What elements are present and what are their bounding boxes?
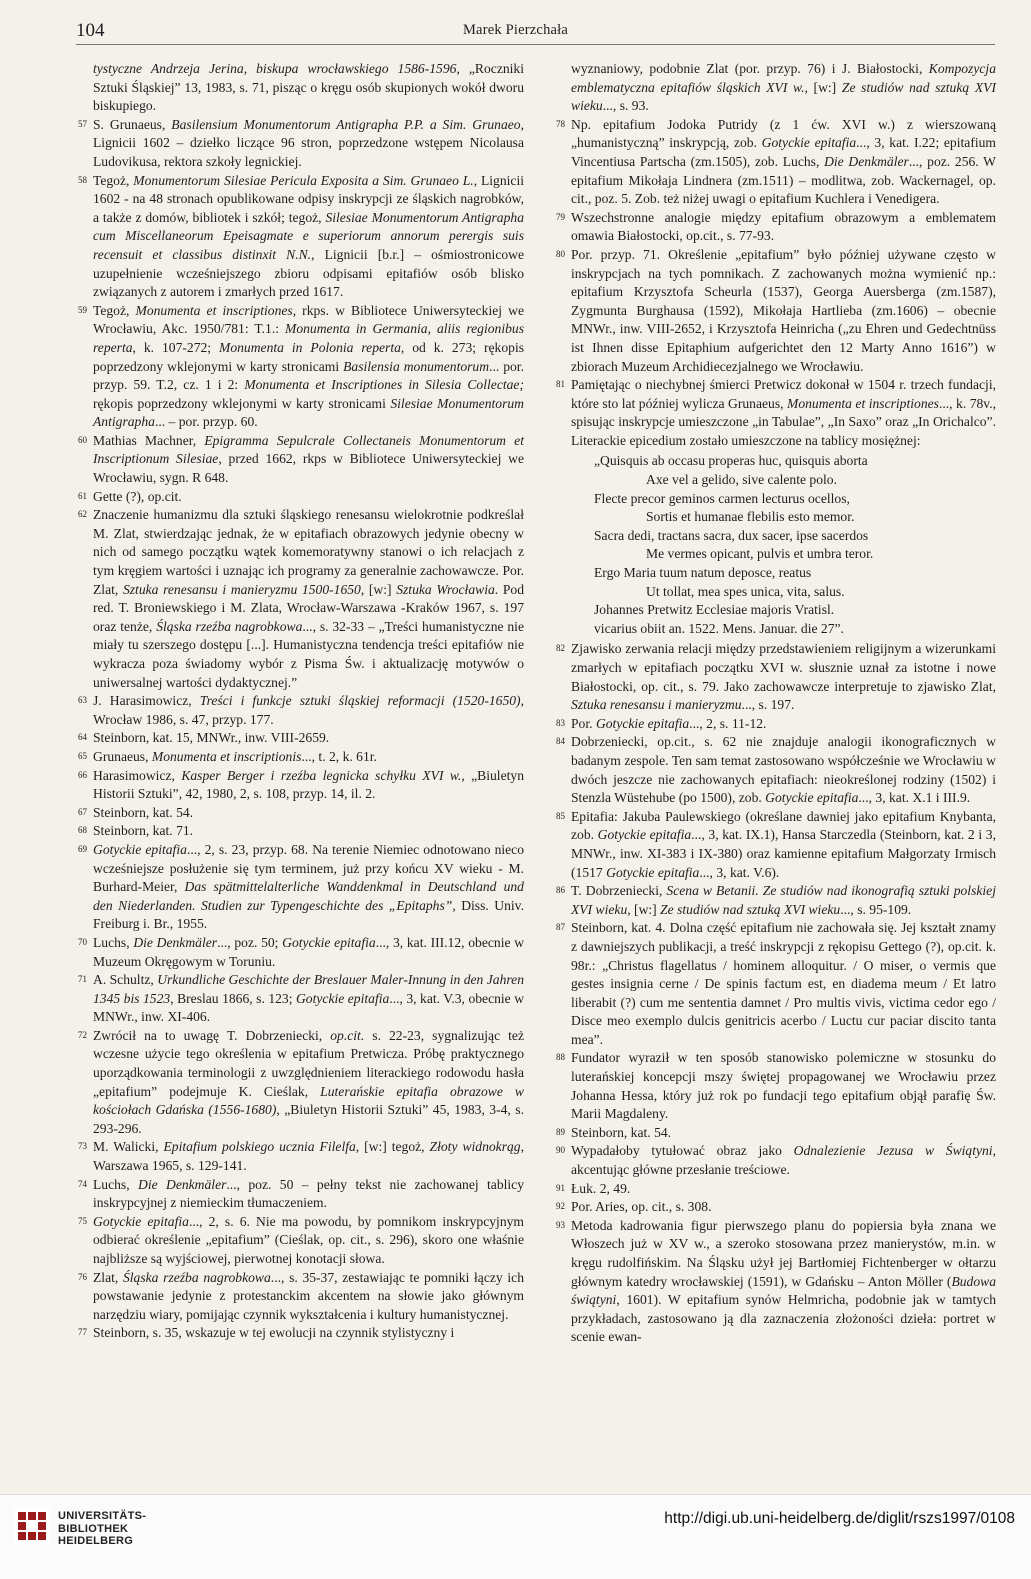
footnote-number: 92: [556, 1201, 565, 1212]
footnote-72: 72 Zwrócił na to uwagę T. Dobrzeniecki, op.cit. s. 22-23, sygnalizując też wczesne użycie tego określenia w epitafium Pretwicza. Próbę praktycznego uporządkowania terminologii z uwzględnieniem literackiego rodowodu hasła „epitafium” podejmuje K. Cieślak, Luterańskie epitafia obrazowe w kościołach Gdańska (1556-1680), „Biuletyn Historii Sztuki” 45, 1983, 3-4, s. 293-296.: [78, 1027, 524, 1136]
footnote-91: 91 Łuk. 2, 49.: [556, 1180, 631, 1196]
footnote-89: 89 Steinborn, kat. 54.: [556, 1124, 672, 1140]
footnote-number: 59: [78, 304, 87, 315]
footnote-74: 74 Luchs, Die Denkmäler..., poz. 50 – pełny tekst nie zachowanej tablicy inskrypcyjnej z niemieckim tłumaczeniem.: [78, 1176, 525, 1211]
latin-epicedium-poem: [594, 452, 996, 638]
footnote-80: 80 Por. przyp. 71. Określenie „epitafium” było później używane często w inskrypcjach na tych pomnikach. Z zachowanych można wymienić np.: epitafium Krzysztofa Scheurla (1537), Georga Auersberga (zm.1587), Zygmunta Burghausa (1592), Mikołaja Hartlieba (zm.1606) – obecnie MNWr., inw. VIII-2652, i Krzysztofa Heinricha („zu Ehren und Gedechtnüss ist Ihnen disse Epitaphium aufgerichtet den 12 Marty Anno 1616”) w zbiorach Muzeum Archidiecezjalnego we Wrocławiu.: [556, 246, 996, 374]
footnote-number: 71: [78, 974, 87, 985]
page-number: 104: [76, 20, 105, 41]
footnote-number: 73: [78, 1141, 87, 1152]
poem-line: Ut tollat, mea spes unica, vita, salus.: [646, 583, 845, 599]
footnote-79: 79 Wszechstronne analogie między epitafium obrazowym a emblematem omawia Białostocki, op.cit., s. 77-93.: [556, 209, 996, 244]
footnote-85: 85 Epitafia: Jakuba Paulewskiego (określane dawniej jako epitafium Knybanta, zob. Gotyckie epitafia..., 3, kat. IX.1), Hansa Starczedla (Steinborn, kat. 2 i 3, MNWr., inw. XI-383 i IX-380) oraz kamienne epitafium Małgorzaty Irmisch (1517 Gotyckie epitafia..., 3, kat. V.6).: [556, 808, 996, 880]
poem-line: Sortis et humanae flebilis esto memor.: [646, 509, 855, 525]
poem-line: Sacra dedi, tractans sacra, dux sacer, ipse sacerdos: [594, 527, 869, 543]
footnote-number: 79: [556, 211, 565, 222]
footnote-62: 62 Znaczenie humanizmu dla sztuki śląskiego renesansu wielokrotnie podkreślał M. Zlat, stwierdzając jednak, że w epitafiach obrazowych jedynie obecny w nich od samego początku wątek komemoratywny stanowi o ich relacjach z tym kręgiem wartości i uznając ich programy za generalnie zachowawcze. Por. Zlat, Sztuka renesansu i manieryzmu 1500-1650, [w:] Sztuka Wrocławia. Pod red. T. Broniewskiego i M. Zlata, Wrocław-Warszawa -Kraków 1967, s. 197 oraz tenże, Śląska rzeźba nagrobkowa..., s. 32-33 – „Treści humanistyczne nie miały tu szerszego dostępu [...]. Humanistyczna tendencja treści epitafiów nie wykracza poza świadomy wybór z Pisma Św. i aktualizację motywów o uniwersalnej wartości dydaktycznej.”: [78, 507, 524, 690]
poem-line: Johannes Pretwitz Ecclesiae majoris Vratisl.: [594, 602, 835, 618]
footnote-number: 93: [556, 1219, 565, 1230]
footnote-number: 74: [78, 1178, 87, 1189]
footnote-number: 72: [78, 1029, 87, 1040]
poem-line: Flecte precor geminos carmen lecturus ocellos,: [594, 490, 850, 506]
poem-line: Me vermes opicant, pulvis et umbra teror.: [646, 546, 874, 562]
footnote-number: 90: [556, 1145, 565, 1156]
footnote-number: 81: [556, 379, 565, 390]
footnote-71: 71 A. Schultz, Urkundliche Geschichte der Breslauer Maler-Innung in den Jahren 1345 bis 1523, Breslau 1866, s. 123; Gotyckie epitafia..., 3, kat. V.3, obecnie w MNWr., inw. XI-406.: [78, 972, 525, 1025]
footnote-number: 63: [78, 695, 87, 706]
footnote-57: 57 S. Grunaeus, Basilensium Monumentorum Antigrapha P.P. a Sim. Grunaeo, Lignicii 1602 – dziełko liczące 96 stron, poprzedzone wstępem Nicolausa Ludovikusa, rektora szkoły legnickiej.: [78, 116, 525, 169]
footnote-number: 67: [78, 806, 87, 817]
footnote-number: 82: [556, 643, 565, 654]
footnote-63: 63 J. Harasimowicz, Treści i funkcje sztuki śląskiej reformacji (1520-1650), Wrocław 1986, s. 47, przyp. 177.: [78, 693, 524, 727]
footnote-number: 61: [78, 490, 87, 501]
poem-line: „Quisquis ab occasu properas huc, quisquis aborta: [594, 453, 868, 469]
footnote-number: 58: [78, 174, 87, 185]
footnote-number: 85: [556, 810, 565, 821]
footnote-65: 65 Grunaeus, Monumenta et inscriptionis..., t. 2, k. 61r.: [78, 748, 377, 764]
footnote-87: 87 Steinborn, kat. 4. Dolna część epitafium nie zachowała się. Jej kształt znamy z dawniejszych publikacji, a treść inskrypcji z rękopisu Gettego (?), op.cit. k. 98r.: „Christus flagellatus / hominem alloquitur. / O miser, o vermis que gestes insignia cerne / De spinis factum est, en diadema meum / Et latro liberabit (?) cum me sententia damnet / Pro multis vivis, victima cedor ego / Disce meo exemplo dulcis genitricis acerbo / Luctu cur paciar discito tanta mea”.: [556, 920, 996, 1047]
footnote-number: 75: [78, 1215, 87, 1226]
footnote-number: 78: [556, 118, 565, 129]
footnote-81: 81 Pamiętając o niechybnej śmierci Pretwicz dokonał w 1504 r. trzech fundacji, które sto lat później wylicza Grunaeus, Monumenta et inscriptiones..., k. 78v., spisując inskrypcje umieszczone „in Tabulae”, „In Saxo” oraz „In Orichalco”. Literackie epicedium zostało umieszczone na tablicy mosiężnej:: [556, 377, 996, 448]
footnote-number: 65: [78, 750, 87, 761]
source-url-link[interactable]: http://digi.ub.uni-heidelberg.de/diglit/rszs1997/0108: [664, 1510, 1015, 1527]
footnote-69: 69 Gotyckie epitafia..., 2, s. 23, przyp. 68. Na terenie Niemiec odnotowano nieco wcześniejsze posłużenie się tym terminem, już przy końcu XV wieku - M. Burhard-Meier, Das spätmittelalterliche Wanddenkmal in Deutschland und den Niederlanden. Studien zur Typengeschichte des „Epitaphs”, Diss. Univ. Freiburg i. Br., 1955.: [78, 841, 525, 932]
footnote-92: 92 Por. Aries, op. cit., s. 308.: [556, 1199, 712, 1215]
footnote-78: 78 Np. epitafium Jodoka Putridy (z 1 ćw. XVI w.) z wierszowaną „humanistyczną” inskrypcją, zob. Gotyckie epitafia..., 3, kat. I.22; epitafium Vincentiusa Partscha (zm.1505), zob. Luchs, Die Denkmäler..., poz. 256. W epitafium Mikołaja Lindnera (zm.1511) – modlitwa, zob. Wackernagel, op. cit., poz. 5. Zob. też niżej uwagi o epitafium Kuchlera i Venedigera.: [556, 116, 996, 207]
footnote-number: 64: [78, 732, 87, 743]
footnote-number: 76: [78, 1271, 87, 1282]
footnote-number: 80: [556, 248, 565, 259]
footnote-70: 70 Luchs, Die Denkmäler..., poz. 50; Gotyckie epitafia..., 3, kat. III.12, obecnie w Muzeum Okręgowym w Toruniu.: [78, 934, 525, 969]
footnote-76: 76 Zlat, Śląska rzeźba nagrobkowa..., s. 35-37, zestawiając te pomniki łączy ich powstawanie jedynie z protestanckim akcentem na słowie jako głównym narzędziu wiary, pomijając czynnik wykształcenia i kultury humanistycznej.: [78, 1269, 524, 1322]
footnote-number: 83: [556, 717, 565, 728]
footnote-number: 91: [556, 1182, 565, 1193]
right-column: [556, 60, 996, 1347]
university-library-name: UNIVERSITÄTS- BIBLIOTHEK HEIDELBERG: [58, 1510, 147, 1547]
footnote-86: 86 T. Dobrzeniecki, Scena w Betanii. Ze studiów nad ikonografią sztuki polskiej XVI wieku, [w:] Ze studiów nad sztuką XVI wieku..., s. 95-109.: [556, 883, 996, 917]
footnote-number: 84: [556, 736, 565, 747]
footnote-84: 84 Dobrzeniecki, op.cit., s. 62 nie znajduje analogii ikonograficznych w badanym zespole. Ten sam temat zastosowano współcześnie we Wrocławiu w dwóch jeszcze nie zachowanych epitafiach: nieokreślonej rodziny (1502) i Stenzla Wüstehube (po 1500), zob. Gotyckie epitafia..., 3, kat. X.1 i III.9.: [556, 734, 996, 806]
left-column: [78, 60, 524, 1343]
footnote-continuation: wyznaniowy, podobnie Zlat (por. przyp. 76) i J. Białostocki, Kompozycja emblematyczna epitafiów śląskich XVI w., [w:] Ze studiów nad sztuką XVI wieku..., s. 93.: [571, 61, 996, 114]
footnote-68: 68 Steinborn, kat. 71.: [78, 823, 194, 839]
footnote-number: 60: [78, 434, 87, 445]
footnote-number: 66: [78, 769, 87, 780]
footnote-number: 57: [78, 118, 87, 129]
poem-line: Axe vel a gelido, sive calente polo.: [646, 472, 838, 488]
footnote-66: 66 Harasimowicz, Kasper Berger i rzeźba legnicka schyłku XVI w., „Biuletyn Historii Sztuki”, 42, 1980, 2, s. 108, przyp. 14, il. 2.: [78, 767, 524, 802]
footnote-90: 90 Wypadałoby tytułować obraz jako Odnalezienie Jezusa w Świątyni, akcentując główne przesłanie treściowe.: [556, 1143, 996, 1178]
footnote-continuation: tystyczne Andrzeja Jerina, biskupa wrocławskiego 1586-1596, „Roczniki Sztuki Śląskiej” 13, 1983, s. 71, pisząc o kręgu osób skupionych wokół dworu biskupiego.: [93, 61, 524, 114]
footnote-number: 88: [556, 1052, 565, 1063]
poem-line: vicarius obiit an. 1522. Mens. Januar. die 27”.: [594, 620, 844, 636]
footnote-number: 86: [556, 885, 565, 896]
footnote-number: 87: [556, 922, 565, 933]
footnote-73: 73 M. Walicki, Epitafium polskiego ucznia Filelfa, [w:] tegoż, Złoty widnokrąg, Warszawa 1965, s. 129-141.: [78, 1139, 525, 1174]
footnote-93: 93 Metoda kadrowania figur pierwszego planu do popiersia była znana we Włoszech już w XV w., a szeroko stosowana przez manierystów, m.in. w kręgu rudolfińskim. Na Śląsku użył jej Bartłomiej Fichtenberger w ołtarzu głównym katedry wrocławskiej (1591), w Gdańsku – Anton Möller (Budowa świątyni, 1601). W epitafium synów Helmricha, podobnie jak w tamtych przykładach, zastosowano ją dla zaznaczenia złożoności dzieła: portret w scenie ewan-: [556, 1217, 996, 1345]
footnote-number: 62: [78, 509, 87, 520]
footnote-88: 88 Fundator wyraził w ten sposób stanowisko polemiczne w stosunku do luterańskiej koncepcji mszy świętej propagowanej we Wrocławiu przez Johanna Hessa, który już rok po fundacji tego epitafium objął parafię Św. Marii Magdaleny.: [556, 1050, 996, 1122]
footnote-75: 75 Gotyckie epitafia..., 2, s. 6. Nie ma powodu, by pomnikom inskrypcyjnym odbierać określenie „epitafium” (Cieślak, op. cit., s. 296), skoro one właśnie najbliższe są wyjściowej, pierwotnej konotacji słowa.: [78, 1213, 524, 1266]
poem-line: Ergo Maria tuum natum deposce, reatus: [594, 565, 812, 581]
university-library-logo-icon: [14, 1508, 50, 1544]
footer-band: [0, 1494, 1031, 1579]
footnote-83: 83 Por. Gotyckie epitafia..., 2, s. 11-12.: [556, 715, 767, 731]
footnote-61: 61 Gette (?), op.cit.: [78, 488, 182, 504]
footnote-number: 89: [556, 1126, 565, 1137]
footnote-67: 67 Steinborn, kat. 54.: [78, 804, 194, 820]
header-rule: [76, 44, 995, 45]
footnote-64: 64 Steinborn, kat. 15, MNWr., inw. VIII-2659.: [78, 730, 330, 746]
footnote-59: 59 Tegoż, Monumenta et inscriptiones, rkps. w Bibliotece Uniwersyteckiej we Wrocławiu, Akc. 1950/781: T.1.: Monumenta in Germania, aliis regionibus reperta, k. 107-272; Monumenta in Polonia reperta, od k. 273; rękopis poprzedzony wklejonymi w karty stronicami Basilensia monumentorum... por. przyp. 59. T.2, cz. 1 i 2: Monumenta et Inscriptiones in Silesia Collectae; rękopis poprzedzony wklejonymi w karty stronicami Silesiae Monumentorum Antigrapha... – por. przyp. 60.: [78, 302, 525, 430]
footnote-number: 70: [78, 936, 87, 947]
footnote-number: 69: [78, 843, 87, 854]
footnote-number: 77: [78, 1327, 87, 1338]
footnote-60: 60 Mathias Machner, Epigramma Sepulcrale Collectaneis Monumentorum et Inscriptionum Silesiae, przed 1662, rkps w Bibliotece Uniwersyteckiej we Wrocławiu, sygn. R 648.: [78, 432, 525, 486]
running-head: Marek Pierzchała: [462, 22, 569, 38]
footnote-77: 77 Steinborn, s. 35, wskazuje w tej ewolucji na czynnik stylistyczny i: [78, 1325, 455, 1341]
footnote-number: 68: [78, 825, 87, 836]
footnote-82: 82 Zjawisko zerwania relacji między przedstawieniem religijnym a wizerunkami zmarłych w epitafiach początku XVI w. słusznie uznał za istotne i nowe Białostocki, op. cit., s. 79. Jako zachowawcze interpretuje to zjawisko Zlat, Sztuka renesansu i manieryzmu..., s. 197.: [556, 641, 996, 713]
footnote-58: 58 Tegoż, Monumentorum Silesiae Pericula Exposita a Sim. Grunaeo L., Lignicii 1602 - na 48 stronach opublikowane odpisy inskrypcji ze śląskich nagrobków, a także z domów, bibliotek i szkół; tegoż, Silesiae Monumentorum Antigrapha cum Miscellaneorum Epeisagmate e superiorum annorum perergis suis recensuit et classibus distinxit N.N., Lignicii [b.r.] – ośmiostronicowe uzupełnienie wcześniejszego zbioru odpisami epitafiów osób blisko związanych z autorem i zmarłych przed 1617.: [78, 172, 525, 300]
